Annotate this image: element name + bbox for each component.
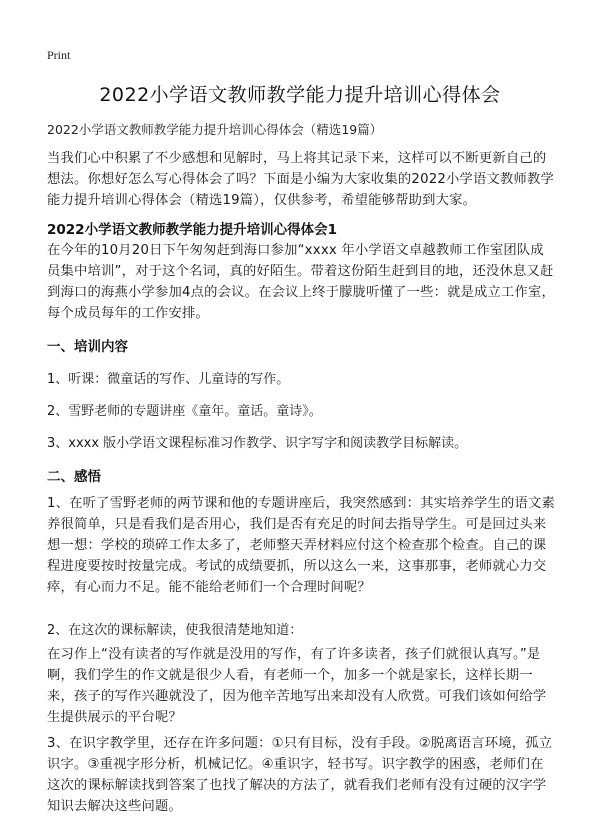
insight-3-paragraph: 3、在识字教学里，还存在许多问题：①只有目标，没有手段。②脱离语言环境，孤立识字。③重视字形分析，机械记忆。④重识字，轻书写。识字教学的困惑，老师们在这次的课标解读找到答案了也找了解决的方法了，就看我们老师有没有过硬的汉字学知识去解决这些问题。 <box>47 736 553 814</box>
intro-paragraph: 当我们心中积累了不少感想和见解时，马上将其记录下来，这样可以不断更新自己的想法。你想好怎么写心得体会了吗？下面是小编为大家收集的2022小学语文教师教学能力提升培训心得体会（精选19篇），仅供参考，希望能够帮助到大家。 <box>47 151 555 208</box>
insight-2-label: 2、在这次的课标解读，使我很清楚地知道： <box>47 623 303 638</box>
heading-insights: 二、感悟 <box>47 469 101 485</box>
training-item-3: 3、xxxx 版小学语文课程标准习作教学、识字写字和阅读教学目标解读。 <box>47 436 468 451</box>
training-item-1: 1、听课：微童话的写作、儿童诗的写作。 <box>47 372 290 387</box>
document-subtitle: 2022小学语文教师教学能力提升培训心得体会（精选19篇） <box>47 122 383 137</box>
section-title: 2022小学语文教师教学能力提升培训心得体会1 <box>47 222 337 238</box>
insight-2-paragraph: 在习作上“没有读者的写作就是没用的写作，有了许多读者，孩子们就很认真写。”是啊，我们学生的作文就是很少人看，有老师一个，加多一个就是家长，这样长期一来，孩子的写作兴趣就没了，因为他辛苦地写出来却没有人欣赏。可我们该如何给学生提供展示的平台呢？ <box>47 647 547 725</box>
section-paragraph: 在今年的10月20日下午匆匆赶到海口参加“xxxx 年小学语文卓越教师工作室团队成员集中培训”，对于这个名词，真的好陌生。带着这份陌生赶到目的地，还没休息又赶到海口的海燕小学参加4点的会议。在会议上终于朦胧听懂了一些：就是成立工作室，每个成员每年的工作安排。 <box>47 243 556 321</box>
document-title: 2022小学语文教师教学能力提升培训心得体会 <box>99 84 501 106</box>
heading-training-content: 一、培训内容 <box>47 339 128 355</box>
print-label: Print <box>47 48 71 62</box>
training-item-2: 2、雪野老师的专题讲座《童年。童话。童诗》。 <box>47 404 322 419</box>
insight-1-paragraph: 1、在听了雪野老师的两节课和他的专题讲座后，我突然感到：其实培养学生的语文素养很简单，只是看我们是否用心，我们是否有充足的时间去指导学生。可是回过头来想一想：学校的琐碎工作太多了，老师整天弄材料应付这个检查那个检查。自己的课程进度要按时按量完成。考试的成绩要抓，所以这么一来，这事那事，老师就心力交瘁，有心而力不足。能不能给老师们一个合理时间呢？ <box>47 496 556 595</box>
